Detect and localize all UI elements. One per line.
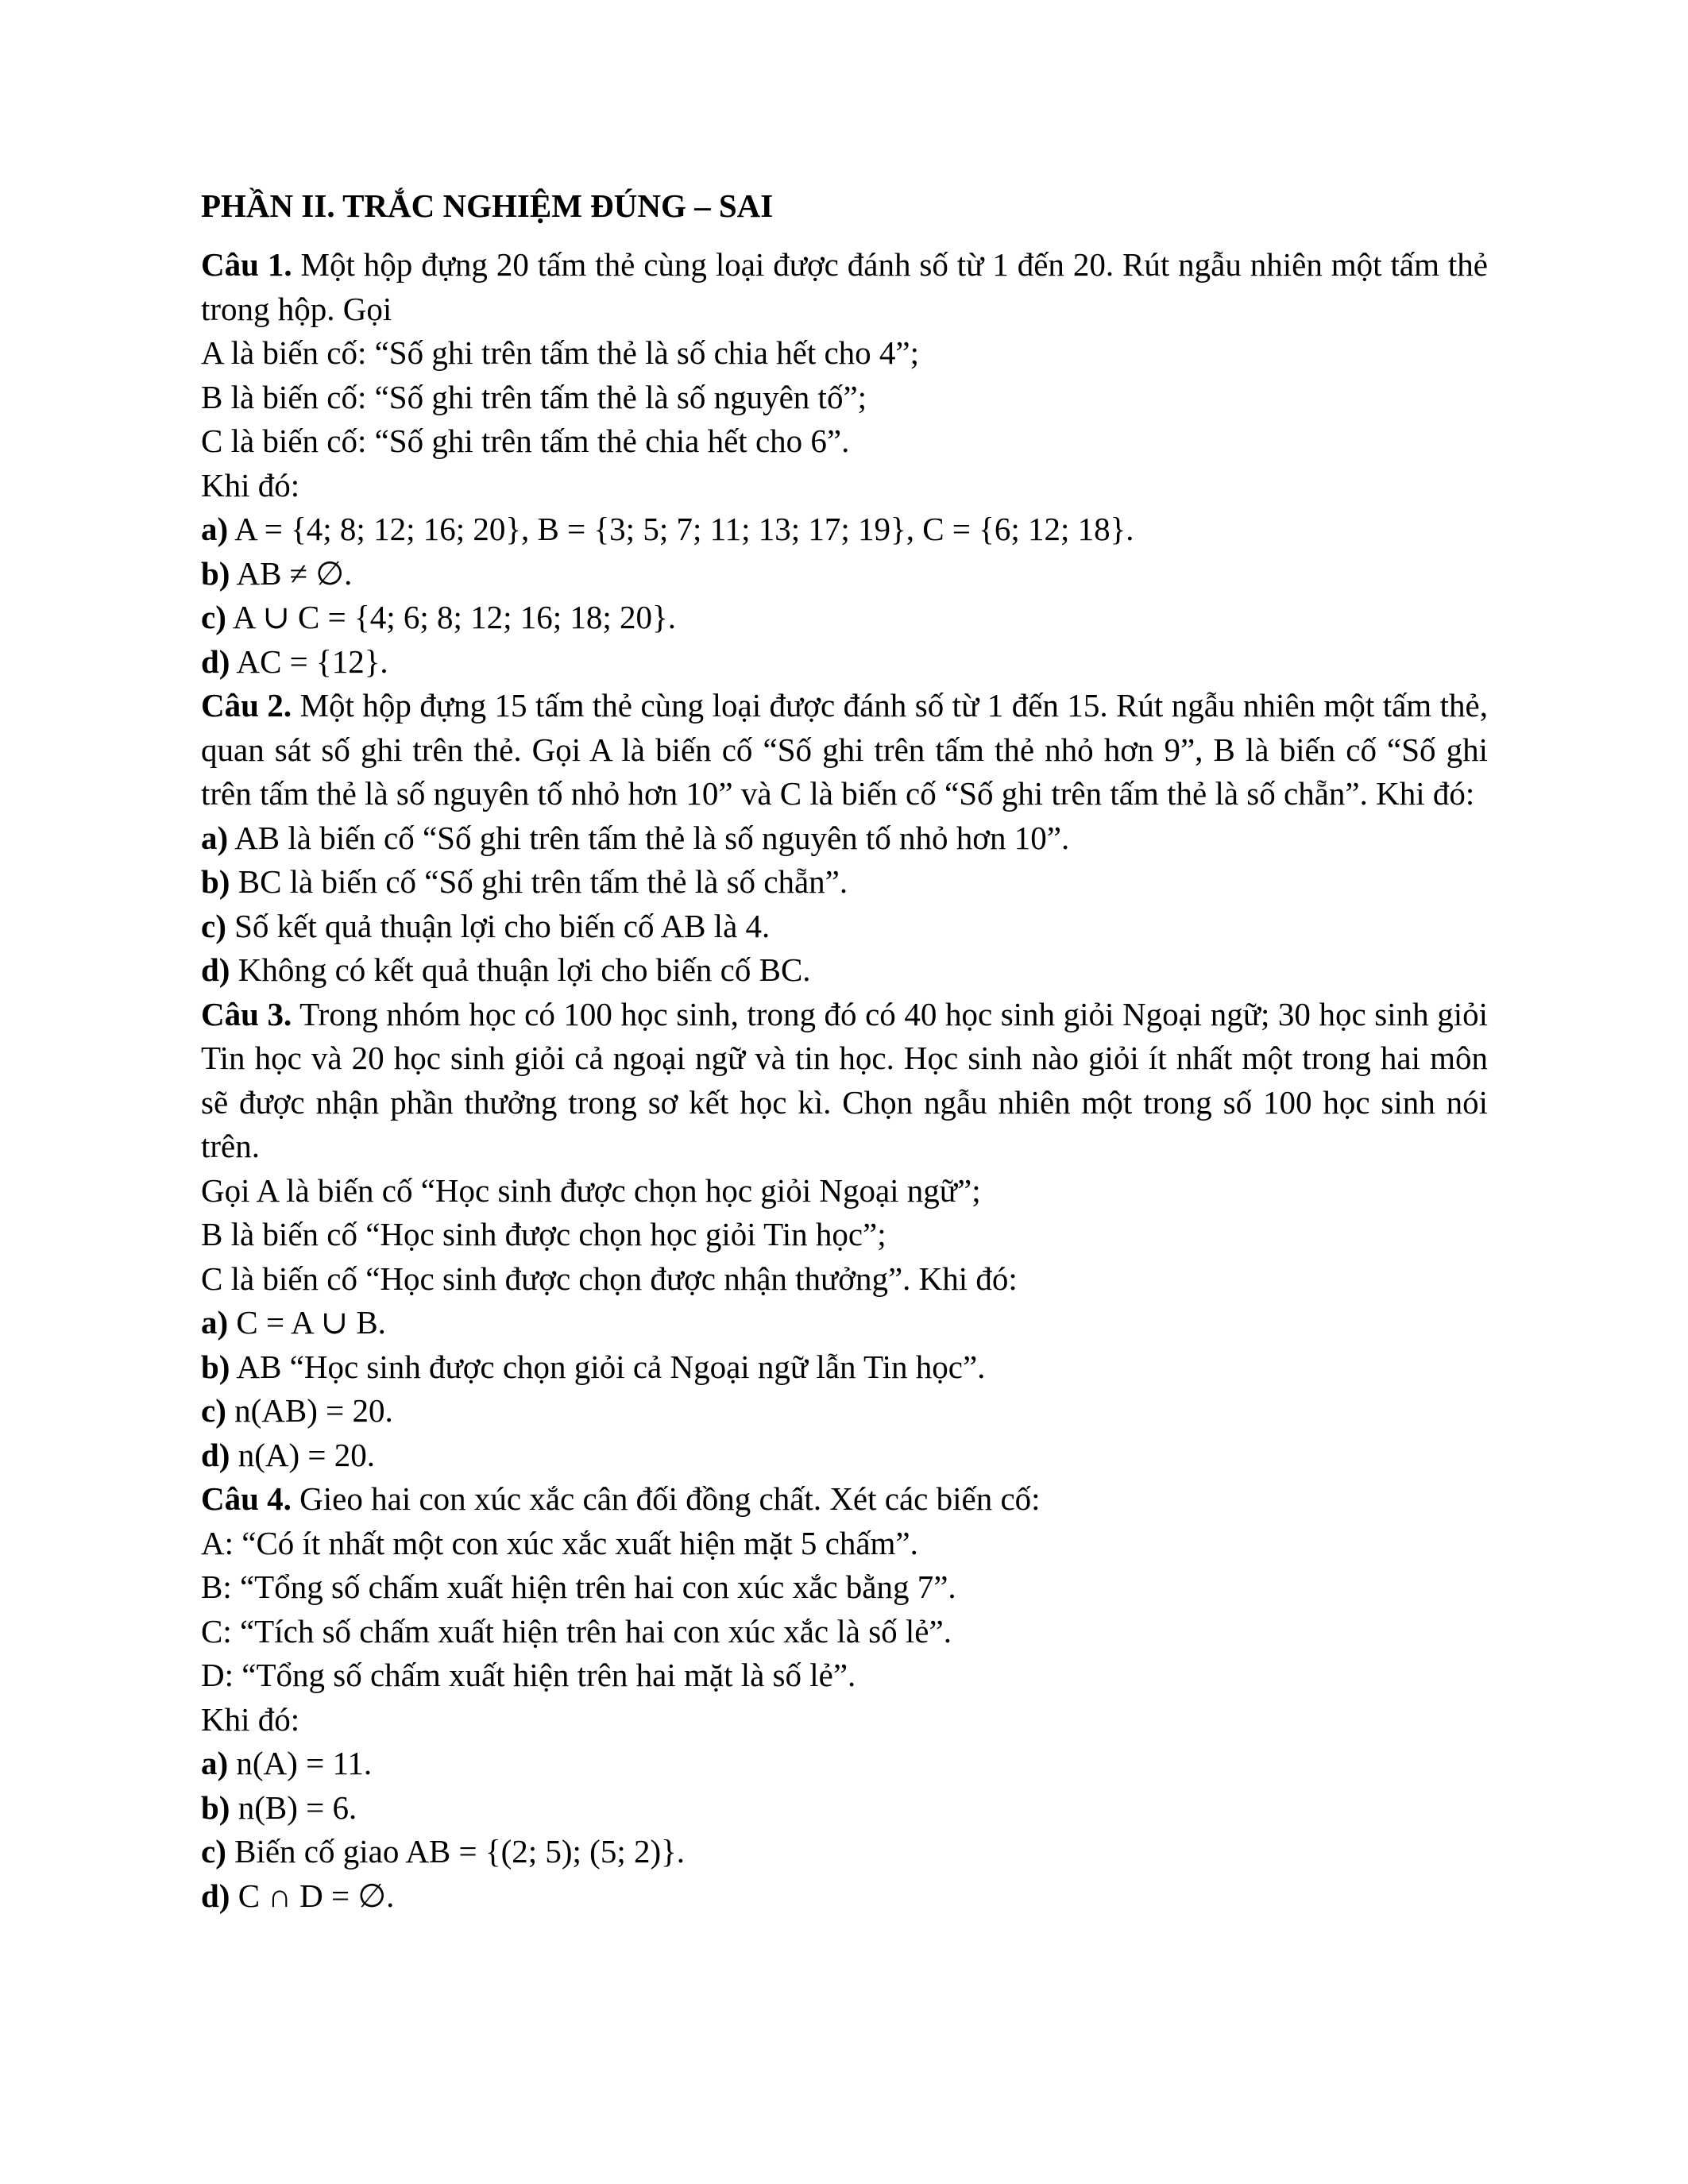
question-3-label: Câu 3. xyxy=(201,995,292,1032)
question-4-line-b: B: “Tổng số chấm xuất hiện trên hai con xúc xắc bằng 7”. xyxy=(201,1569,956,1605)
question-1-line-b: B là biến cố: “Số ghi trên tấm thẻ là số nguyên tố”; xyxy=(201,378,867,415)
question-1-line-c: C là biến cố: “Số ghi trên tấm thẻ chia hết cho 6”. xyxy=(201,423,850,459)
question-2-option-b: b) BC là biến cố “Số ghi trên tấm thẻ là số chẵn”. xyxy=(201,863,848,900)
question-1-label: Câu 1. xyxy=(201,246,292,283)
question-4-line-c: C: “Tích số chấm xuất hiện trên hai con xúc xắc là số lẻ”. xyxy=(201,1612,952,1650)
question-2 xyxy=(201,684,1488,993)
question-3-line-a: Gọi A là biến cố “Học sinh được chọn học giỏi Ngoại ngữ”; xyxy=(201,1171,981,1209)
question-4-line-khi-do: Khi đó: xyxy=(201,1700,300,1738)
question-2-label: Câu 2. xyxy=(201,687,292,723)
question-4 xyxy=(201,1477,1488,1918)
question-1-option-a: a) A = {4; 8; 12; 16; 20}, B = {3; 5; 7; 11; 13; 17; 19}, C = {6; 12; 18}. xyxy=(201,511,1134,547)
question-3-option-b: b) AB “Học sinh được chọn giỏi cả Ngoại ngữ lẫn Tin học”. xyxy=(201,1348,986,1385)
question-3-line-c: C là biến cố “Học sinh được chọn được nhận thưởng”. Khi đó: xyxy=(201,1260,1018,1297)
question-4-line-d: D: “Tổng số chấm xuất hiện trên hai mặt là số lẻ”. xyxy=(201,1657,856,1693)
question-4-label: Câu 4. xyxy=(201,1480,292,1517)
question-4-option-c: c) Biến cố giao AB = {(2; 5); (5; 2)}. xyxy=(201,1833,686,1870)
question-4-line-a: A: “Có ít nhất một con xúc xắc xuất hiện mặt 5 chấm”. xyxy=(201,1524,918,1561)
question-3-option-a: a) C = A ∪ B. xyxy=(201,1304,386,1341)
question-3-option-c: c) n(AB) = 20. xyxy=(201,1392,393,1429)
question-2-intro: Câu 2. Một hộp đựng 15 tấm thẻ cùng loại được đánh số từ 1 đến 15. Rút ngẫu nhiên một tấm thẻ, quan sát số ghi trên thẻ. Gọi A là biến cố “Số ghi trên tấm thẻ nhỏ hơn 9”, B là biến cố “Số ghi trên tấm thẻ là số nguyên tố nhỏ hơn 10” và C là biến cố “Số ghi trên tấm thẻ là số chẵn”. Khi đó: xyxy=(201,687,1488,812)
question-3-intro: Câu 3. Trong nhóm học có 100 học sinh, trong đó có 40 học sinh giỏi Ngoại ngữ; 30 học sinh giỏi Tin học và 20 học sinh giỏi cả ngoại ngữ và tin học. Học sinh nào giỏi ít nhất một trong hai môn sẽ được nhận phần thưởng trong sơ kết học kì. Chọn ngẫu nhiên một trong số 100 học sinh nói trên. xyxy=(201,995,1488,1164)
question-4-intro: Câu 4. Gieo hai con xúc xắc cân đối đồng chất. Xét các biến cố: xyxy=(201,1480,1041,1517)
question-2-option-d: d) Không có kết quả thuận lợi cho biến cố BC. xyxy=(201,951,811,988)
question-1-option-b: b) AB ≠ ∅. xyxy=(201,554,353,592)
question-2-option-a: a) AB là biến cố “Số ghi trên tấm thẻ là số nguyên tố nhỏ hơn 10”. xyxy=(201,819,1070,856)
section-title: PHẦN II. TRẮC NGHIỆM ĐÚNG – SAI xyxy=(201,187,774,224)
question-1-option-d: d) AC = {12}. xyxy=(201,642,388,680)
question-1-intro: Câu 1. Một hộp đựng 20 tấm thẻ cùng loại được đánh số từ 1 đến 20. Rút ngẫu nhiên một tấm thẻ trong hộp. Gọi xyxy=(201,246,1488,327)
document-page xyxy=(201,184,1488,1918)
question-1-line-a: A là biến cố: “Số ghi trên tấm thẻ là số chia hết cho 4”; xyxy=(201,334,920,371)
question-1-option-c: c) A ∪ C = {4; 6; 8; 12; 16; 18; 20}. xyxy=(201,599,676,635)
question-1-line-khi-do: Khi đó: xyxy=(201,466,300,504)
question-3-option-d: d) n(A) = 20. xyxy=(201,1436,376,1473)
question-1 xyxy=(201,243,1488,684)
question-2-option-c: c) Số kết quả thuận lợi cho biến cố AB là 4. xyxy=(201,907,771,944)
question-4-option-a: a) n(A) = 11. xyxy=(201,1745,373,1781)
question-3 xyxy=(201,993,1488,1478)
question-4-option-d: d) C ∩ D = ∅. xyxy=(201,1877,395,1914)
question-3-line-b: B là biến cố “Học sinh được chọn học giỏi Tin học”; xyxy=(201,1216,886,1252)
question-4-option-b: b) n(B) = 6. xyxy=(201,1788,357,1826)
